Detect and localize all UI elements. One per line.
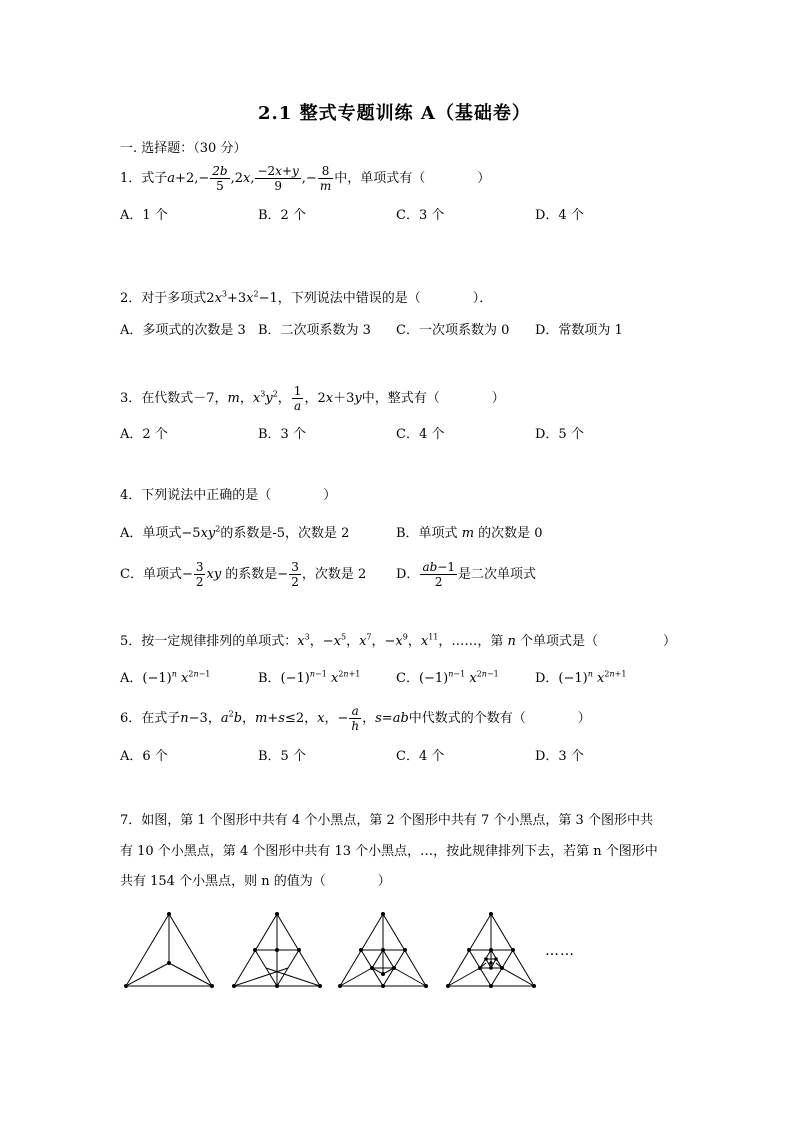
page-title: 2.1 整式专题训练 A（基础卷） — [258, 103, 531, 124]
q1-expr-5: $\frac{8}{m}$ — [319, 164, 332, 193]
q4-option-c: C．单项式− $\frac{3}{2}$ xy 的系数是− $\frac{3}{2}$ ，次数是 2 — [120, 560, 367, 589]
question-7-line-1: 7．如图，第 1 个图形中共有 4 个小黑点，第 2 个图形中共有 7 个小黑点，第 3 个图形中共 — [120, 813, 653, 828]
q3-option-c: C．4 个 — [396, 427, 445, 442]
figure-ellipsis: …… — [545, 943, 575, 959]
q1-expr-1: a — [167, 171, 176, 186]
q1-option-b: B．2 个 — [258, 208, 306, 223]
q1-option-d: D．4 个 — [535, 208, 584, 223]
figure-1 — [120, 908, 220, 993]
q4-option-a: A．单项式$-5xy^2$的系数是-5，次数是 2 — [120, 524, 350, 541]
question-7-line-3: 共有 154 个小黑点，则 n 的值为（ ） — [120, 874, 391, 889]
q3-prefix: 3．在代数式－7， — [120, 391, 228, 406]
question-2-stem: 2．对于多项式$2x^3+3x^2-1$，下列说法中错误的是（ ）． — [120, 289, 493, 306]
q1-option-c: C．3 个 — [396, 208, 445, 223]
q5-option-c: C．$(-1)^{n-1}$ $x^{2n-1}$ — [396, 669, 499, 686]
q2-suffix: ，下列说法中错误的是（ ）． — [277, 291, 493, 306]
q5-option-b: B．$(-1)^{n-1}$ $x^{2n+1}$ — [258, 669, 361, 686]
q2-option-d: D．常数项为 1 — [535, 323, 623, 338]
q5-prefix: 5．按一定规律排列的单项式： — [120, 634, 298, 649]
q5-option-d: D．$(-1)^n$ $x^{2n+1}$ — [535, 669, 627, 686]
figure-2 — [228, 908, 328, 993]
figure-4 — [442, 908, 542, 993]
q6-option-d: D．3 个 — [535, 749, 584, 764]
q1-suffix: 中，单项式有（ ） — [334, 171, 491, 186]
q3-option-a: A．2 个 — [120, 427, 168, 442]
q1-prefix: 1．式子 — [120, 171, 168, 186]
q1-expr-4: $\frac{-2x+y}{9}$ — [257, 164, 299, 193]
question-4-stem: 4．下列说法中正确的是（ ） — [120, 488, 337, 503]
section-heading: 一. 选择题：（30 分） — [120, 141, 247, 156]
question-3-stem: 3．在代数式－7，m，$x^3y^2$， $\frac{1}{a}$ ，2x＋3y中，整式有（ ） — [120, 384, 505, 413]
q6-option-a: A．6 个 — [120, 749, 168, 764]
q1-option-a: A．1 个 — [120, 208, 168, 223]
q4-option-d: D． $\frac{ab-1}{2}$ 是二次单项式 — [396, 560, 536, 589]
q4-option-b: B．单项式 m 的次数是 0 — [396, 526, 543, 541]
q2-option-a: A．多项式的次数是 3 — [120, 323, 246, 338]
q6-prefix: 6．在式子 — [120, 711, 181, 726]
q3-frac: $\frac{1}{a}$ — [293, 384, 302, 413]
question-7-line-2: 有 10 个小黑点，第 4 个图形中共有 13 个小黑点，…，按此规律排列下去，若第 n 个图形中 — [120, 844, 658, 859]
q3-option-d: D．5 个 — [535, 427, 584, 442]
q2-option-c: C．一次项系数为 0 — [396, 323, 510, 338]
q6-option-c: C．4 个 — [396, 749, 445, 764]
q2-option-b: B．二次项系数为 3 — [258, 323, 371, 338]
q5-option-a: A．$(-1)^n$ $x^{2n-1}$ — [120, 669, 211, 686]
question-5-stem: 5．按一定规律排列的单项式：$x^3$，$-x^5$，$x^7$，$-x^9$，$x^{11}$，……，第 n 个单项式是（ ） — [120, 632, 677, 649]
q2-prefix: 2．对于多项式 — [120, 291, 207, 306]
question-1-stem: 1．式子a+2,− $\frac{2b}{5}$ ,2x, $\frac{-2x+y}{9}$ ,− $\frac{8}{m}$ 中，单项式有（ ） — [120, 164, 491, 193]
q6-option-b: B．5 个 — [258, 749, 306, 764]
q1-expr-2: $\frac{2b}{5}$ — [212, 164, 228, 193]
q6-suffix: 中代数式的个数有（ ） — [408, 711, 591, 726]
q3-suffix: 中，整式有（ ） — [361, 391, 505, 406]
question-6-stem: 6．在式子n−3，$a^2b$，m+s≤2，x，− $\frac{a}{h}$ ，s=ab中代数式的个数有（ ） — [120, 704, 591, 733]
q3-option-b: B．3 个 — [258, 427, 306, 442]
figure-3 — [334, 908, 434, 993]
